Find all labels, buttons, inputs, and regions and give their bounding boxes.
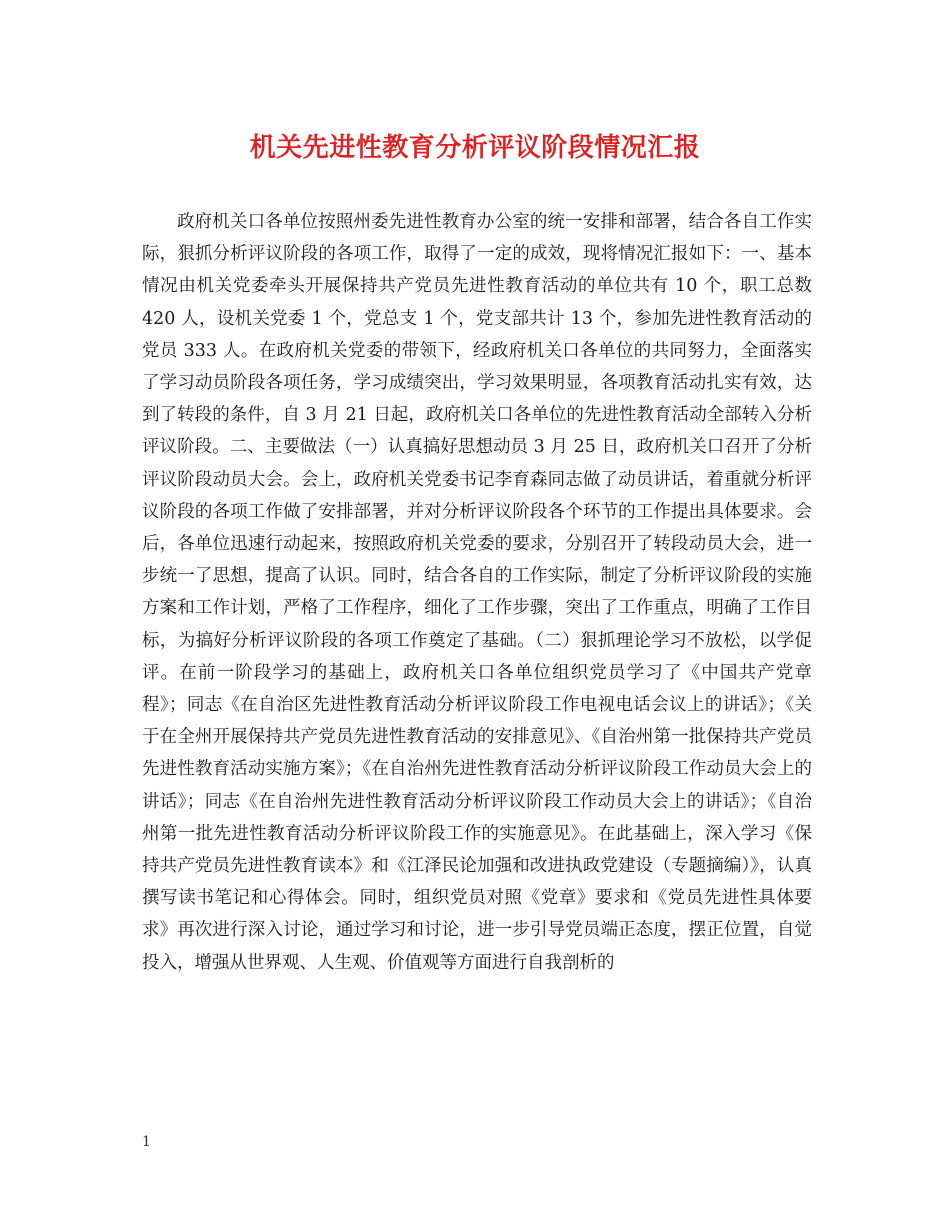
page-number: 1 (142, 1134, 151, 1150)
document-body-paragraph: 政府机关口各单位按照州委先进性教育办公室的统一安排和部署，结合各自工作实际，狠抓分析评议阶段的各项工作，取得了一定的成效，现将情况汇报如下：一、基本情况由机关党委牵头开展保持共产党员先进性教育活动的单位共有 10 个，职工总数 420 人，设机关党委 1 个，党总支 1 个，党支部共计 13 个，参加先进性教育活动的党员 333 人。在政府机关党委的带领下，经政府机关口各单位的共同努力，全面落实了学习动员阶段各项任务，学习成绩突出，学习效果明显，各项教育活动扎实有效，达到了转段的条件，自 3 月 21 日起，政府机关口各单位的先进性教育活动全部转入分析评议阶段。二、主要做法（一）认真搞好思想动员 3 月 25 日，政府机关口召开了分析评议阶段动员大会。会上，政府机关党委书记李育森同志做了动员讲话，着重就分析评议阶段的各项工作做了安排部署，并对分析评议阶段各个环节的工作提出具体要求。会后，各单位迅速行动起来，按照政府机关党委的要求，分别召开了转段动员大会，进一步统一了思想，提高了认识。同时，结合各自的工作实际，制定了分析评议阶段的实施方案和工作计划，严格了工作程序，细化了工作步骤，突出了工作重点，明确了工作目标，为搞好分析评议阶段的各项工作奠定了基础。（二）狠抓理论学习不放松，以学促评。在前一阶段学习的基础上，政府机关口各单位组织党员学习了《中国共产党章程》；同志《在自治区先进性教育活动分析评议阶段工作电视电话会议上的讲话》；《关于在全州开展保持共产党员先进性教育活动的安排意见》、《自治州第一批保持共产党员先进性教育活动实施方案》；《在自治州先进性教育活动分析评议阶段工作动员大会上的讲话》；同志《在自治州先进性教育活动分析评议阶段工作动员大会上的讲话》；《自治州第一批先进性教育活动分析评议阶段工作的实施意见》。在此基础上，深入学习《保持共产党员先进性教育读本》和《江泽民论加强和改进执政党建设（专题摘编）》，认真撰写读书笔记和心得体会。同时，组织党员对照《党章》要求和《党员先进性具体要求》再次进行深入讨论，通过学习和讨论，进一步引导党员端正态度，摆正位置，自觉投入，增强从世界观、人生观、价值观等方面进行自我剖析的 (142, 212, 812, 973)
document-title: 机关先进性教育分析评议阶段情况汇报 (249, 133, 701, 163)
